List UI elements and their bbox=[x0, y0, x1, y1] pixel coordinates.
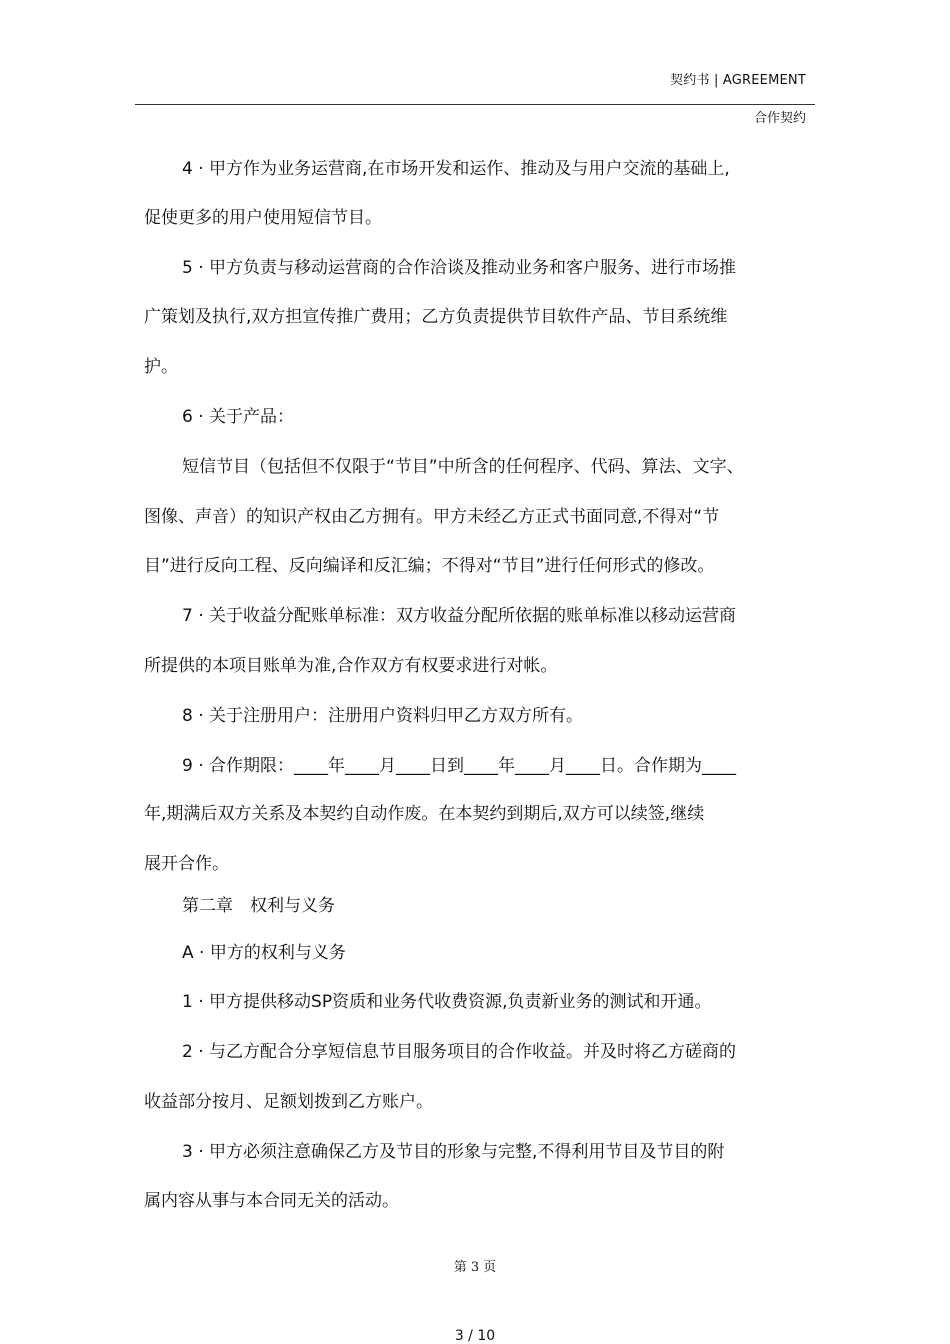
text-line: 属内容从事与本合同无关的活动。 bbox=[144, 1191, 399, 1211]
page-count: 3 / 10 bbox=[454, 1328, 496, 1344]
text-line: 图像、声音）的知识产权由乙方拥有。甲方未经乙方正式书面同意,不得对“节 bbox=[144, 507, 720, 527]
text-line: 展开合作。 bbox=[144, 854, 229, 874]
text-line: 目”进行反向工程、反向编译和反汇编；不得对“节目”进行任何形式的修改。 bbox=[144, 556, 715, 576]
text-line: 3 · 甲方必须注意确保乙方及节目的形象与完整,不得利用节目及节目的附 bbox=[182, 1142, 725, 1162]
text-line: 4 · 甲方作为业务运营商,在市场开发和运作、推动及与用户交流的基础上, bbox=[182, 159, 730, 179]
text-line: 广策划及执行,双方担宣传推广费用；乙方负责提供节目软件产品、节目系统维 bbox=[144, 307, 728, 327]
text-line: 9 · 合作期限：____年____月____日到____年____月____日。合作期为____ bbox=[182, 756, 737, 776]
text-line: 收益部分按月、足额划拨到乙方账户。 bbox=[144, 1092, 433, 1112]
text-line: 所提供的本项目账单为准,合作双方有权要求进行对帐。 bbox=[144, 656, 558, 676]
page-number-label: 第 3 页 bbox=[453, 1260, 497, 1275]
text-line: 护。 bbox=[144, 357, 178, 377]
subsection-heading: A · 甲方的权利与义务 bbox=[182, 943, 346, 963]
header-subtitle: 合作契约 bbox=[753, 111, 806, 126]
text-line: 8 · 关于注册用户：注册用户资料归甲乙方双方所有。 bbox=[182, 706, 584, 726]
text-line: 年,期满后双方关系及本契约自动作废。在本契约到期后,双方可以续签,继续 bbox=[144, 804, 705, 824]
text-line: 2 · 与乙方配合分享短信息节目服务项目的合作收益。并及时将乙方磋商的 bbox=[182, 1042, 737, 1062]
text-line: 6 · 关于产品： bbox=[182, 407, 295, 427]
text-line: 5 · 甲方负责与移动运营商的合作洽谈及推动业务和客户服务、进行市场推 bbox=[182, 258, 737, 278]
header-title: 契约书 | AGREEMENT bbox=[670, 73, 806, 88]
text-line: 7 · 关于收益分配账单标准：双方收益分配所依据的账单标准以移动运营商 bbox=[182, 606, 737, 626]
header-rule bbox=[135, 104, 815, 105]
text-line: 1 · 甲方提供移动SP资质和业务代收费资源,负责新业务的测试和开通。 bbox=[182, 992, 712, 1012]
text-line: 促使更多的用户使用短信节目。 bbox=[144, 208, 382, 228]
text-line: 短信节目（包括但不仅限于“节目”中所含的任何程序、代码、算法、文字、 bbox=[182, 457, 744, 477]
section-heading: 第二章 权利与义务 bbox=[182, 896, 335, 916]
